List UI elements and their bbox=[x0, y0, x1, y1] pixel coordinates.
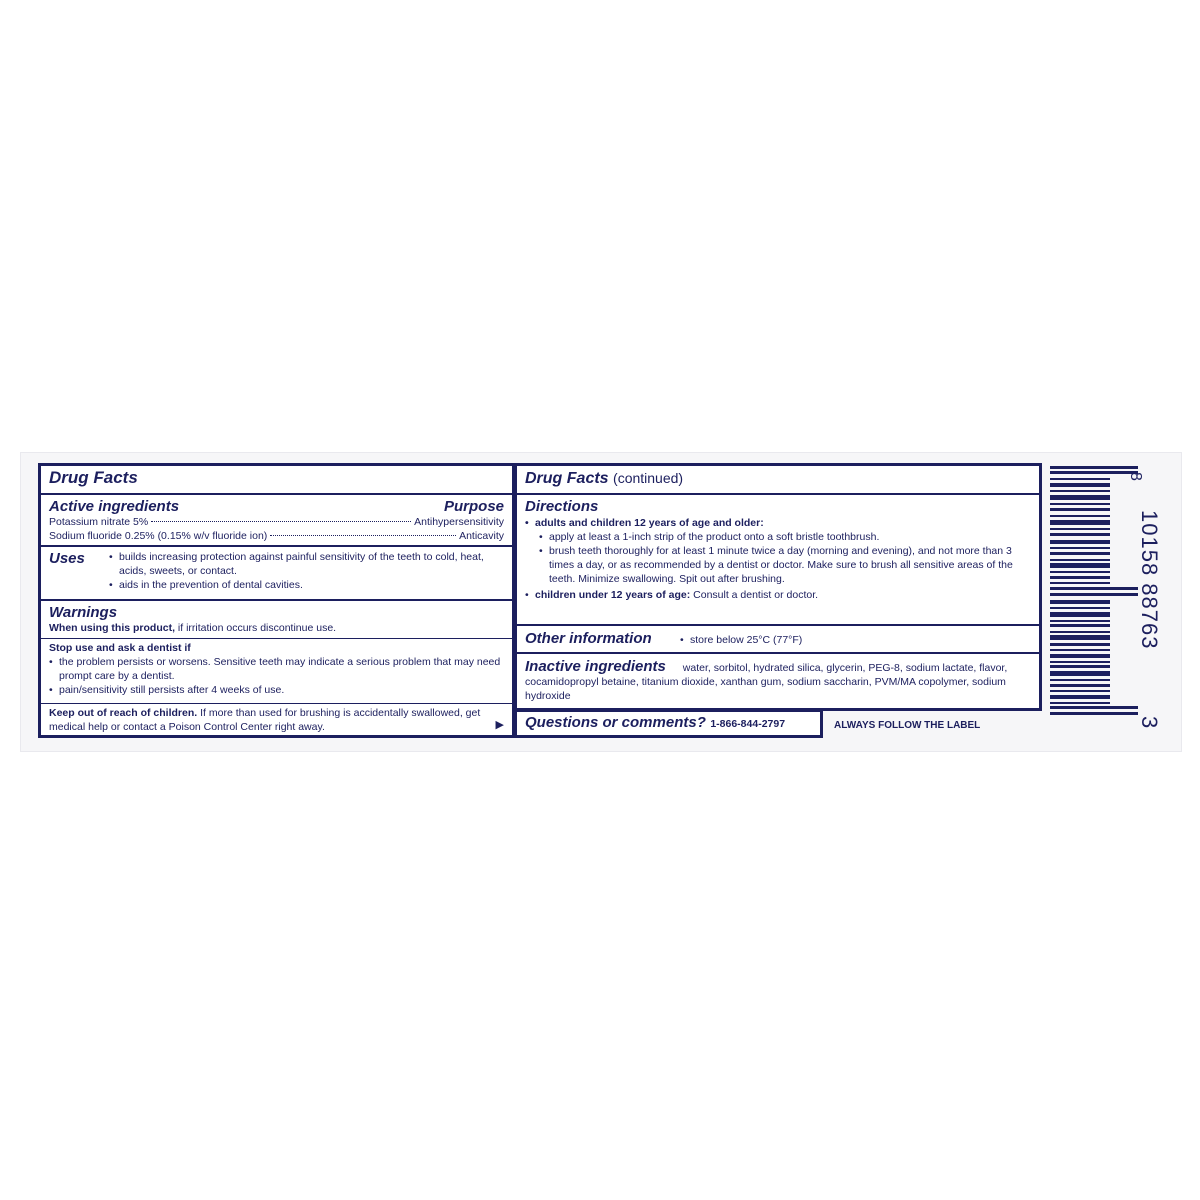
children-text: • children under 12 years of age: Consult a dentist or doctor. bbox=[525, 588, 1031, 602]
uses-heading: Uses bbox=[49, 550, 85, 567]
active-ingredients-heading: Active ingredients bbox=[49, 498, 180, 515]
other-info-heading: Other information bbox=[525, 630, 652, 647]
stop-use-section bbox=[41, 638, 512, 697]
questions-box bbox=[514, 709, 823, 738]
always-follow-label: ALWAYS FOLLOW THE LABEL bbox=[834, 720, 981, 731]
ingredient-name: Sodium fluoride 0.25% (0.15% w/v fluoride ion) bbox=[49, 530, 268, 542]
continued-suffix: (continued) bbox=[613, 470, 684, 486]
purpose-heading: Purpose bbox=[443, 498, 504, 515]
keep-out-section bbox=[41, 703, 512, 734]
directions-heading: Directions bbox=[525, 498, 599, 515]
stop-use-item: • the problem persists or worsens. Sensitive teeth may indicate a serious problem that may need prompt care by a dentist. bbox=[49, 655, 504, 683]
continue-arrow-icon: ▶ bbox=[495, 719, 504, 731]
ingredient-purpose: Antihypersensitivity bbox=[414, 516, 504, 528]
stop-use-item: • pain/sensitivity still persists after 4 weeks of use. bbox=[49, 683, 504, 697]
questions-phone: 1-866-844-2797 bbox=[710, 718, 786, 730]
keep-out-text: Keep out of reach of children. If more than used for brushing is accidentally swallowed, get medical help or contact a Poison Control Center right away. bbox=[49, 707, 481, 733]
drug-facts-title: Drug Facts bbox=[49, 468, 138, 487]
uses-item: • aids in the prevention of dental cavities. bbox=[109, 578, 504, 592]
inactive-ingredients-text: Inactive ingredients water, sorbitol, hydrated silica, glycerin, PEG-8, sodium lactate, flavor, cocamidopropyl betaine, titanium dioxide, xanthan gum, sodium saccharin, PVM/MA copolymer, sodium hydroxide bbox=[525, 658, 1008, 702]
directions-section bbox=[517, 493, 1039, 602]
drug-facts-continued-panel bbox=[514, 463, 1042, 711]
stop-use-heading: Stop use and ask a dentist if bbox=[49, 642, 191, 654]
ingredient-purpose: Anticavity bbox=[459, 530, 504, 542]
drug-facts-header bbox=[41, 469, 512, 486]
ingredient-row bbox=[49, 515, 504, 529]
ingredient-name: Potassium nitrate 5% bbox=[49, 516, 149, 528]
other-info-item: • store below 25°C (77°F) bbox=[680, 633, 802, 647]
active-ingredients-section bbox=[41, 493, 512, 543]
barcode bbox=[1050, 466, 1162, 734]
drug-facts-panel bbox=[38, 463, 515, 738]
barcode-number-group: 10158 88763 bbox=[1137, 510, 1162, 650]
inactive-ingredients-section bbox=[517, 652, 1039, 703]
adults-heading: • adults and children 12 years of age and older: bbox=[525, 516, 1031, 530]
barcode-check-digit: 8 bbox=[1127, 472, 1144, 481]
uses-section bbox=[41, 545, 512, 592]
warnings-section bbox=[41, 599, 512, 635]
when-using-text: When using this product, if irritation occurs discontinue use. bbox=[49, 622, 337, 634]
ingredient-row bbox=[49, 529, 504, 543]
continued-title: Drug Facts bbox=[525, 470, 609, 487]
other-info-section bbox=[517, 624, 1039, 647]
continued-header bbox=[517, 470, 1039, 488]
adults-item: • brush teeth thoroughly for at least 1 minute twice a day (morning and evening), and not more than 3 times a day, or as recommended by a dentist or doctor. Make sure to brush all sensitive areas of the teeth. Minimize swallowing. Spit out after brushing. bbox=[539, 544, 1031, 586]
adults-item: • apply at least a 1-inch strip of the product onto a soft bristle toothbrush. bbox=[539, 530, 1031, 544]
warnings-heading: Warnings bbox=[49, 604, 118, 621]
questions-label: Questions or comments? bbox=[525, 714, 706, 731]
barcode-first-digit: 3 bbox=[1137, 716, 1162, 729]
uses-item: • builds increasing protection against painful sensitivity of the teeth to cold, heat, acids, sweets, or contact. bbox=[109, 550, 504, 578]
